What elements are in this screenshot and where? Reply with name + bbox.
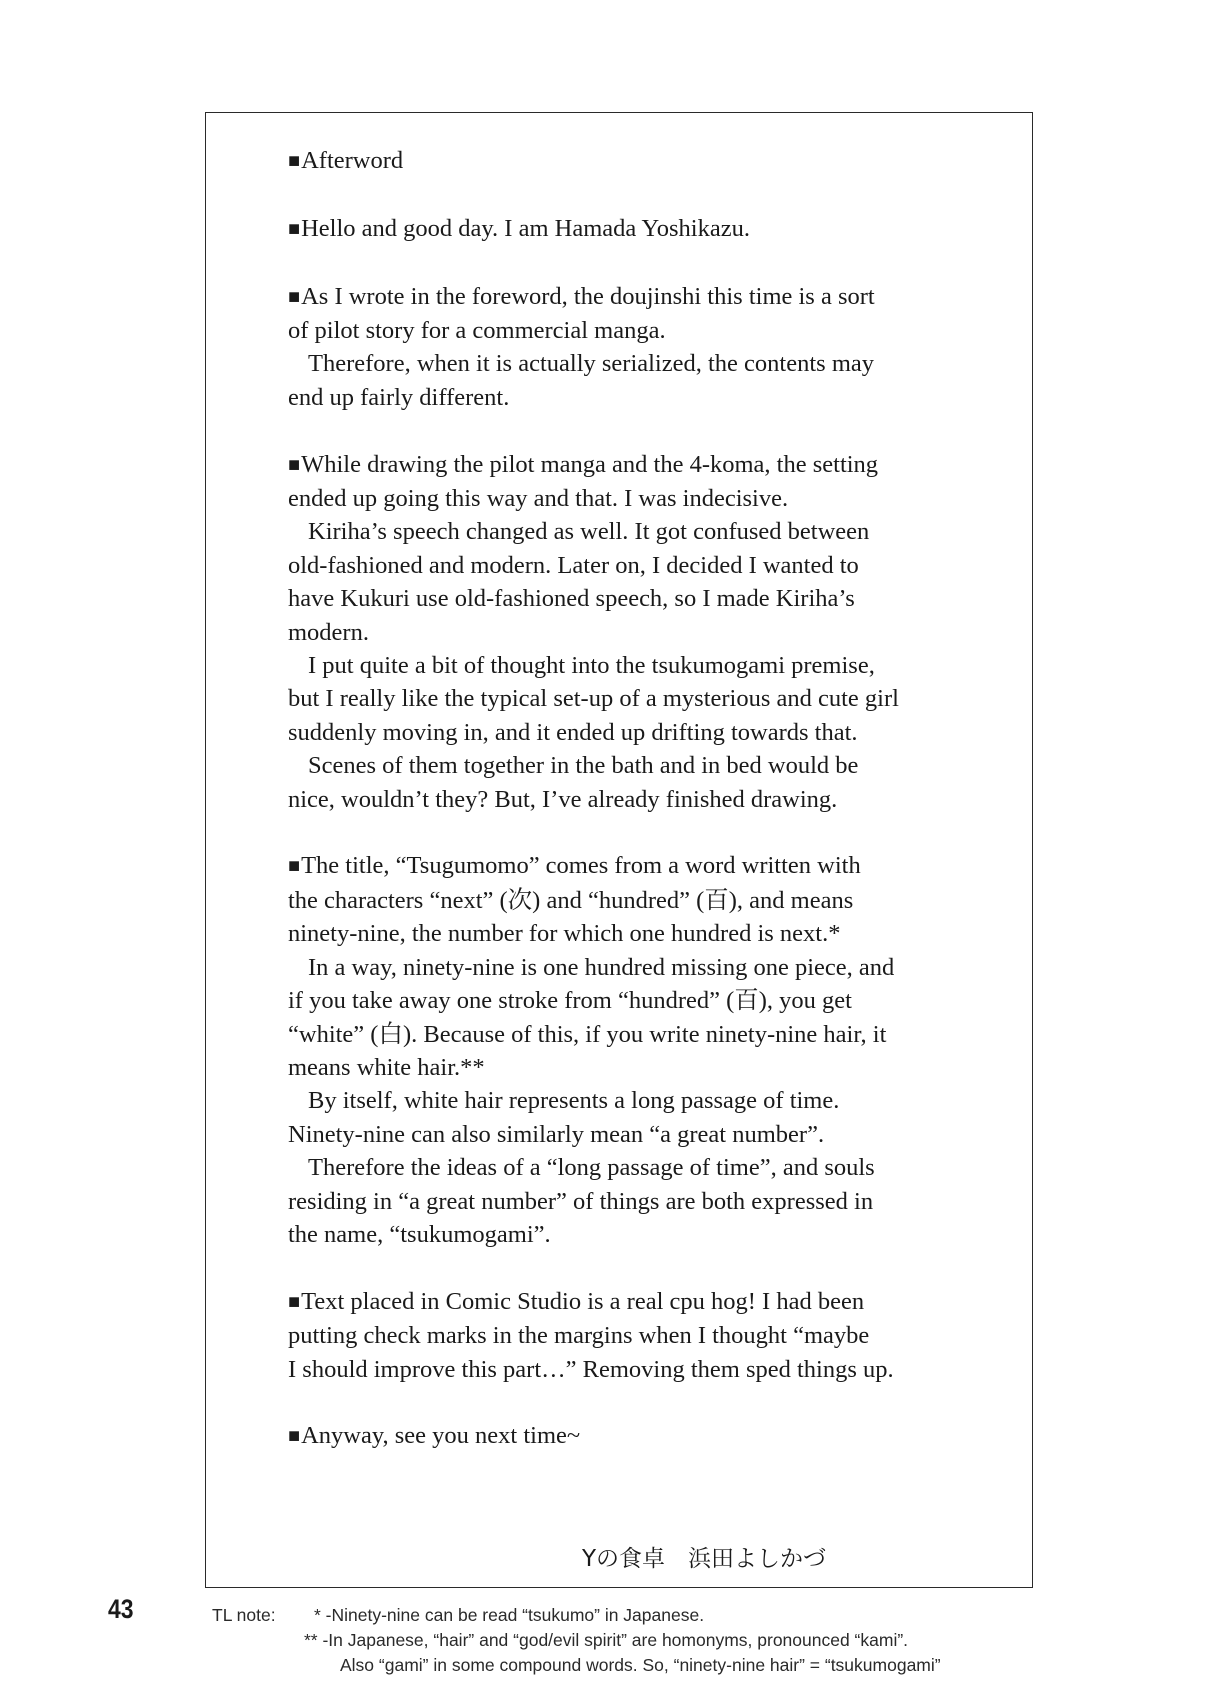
square-bullet-icon: ■ xyxy=(288,1290,301,1313)
page-number: 43 xyxy=(108,1594,134,1624)
line-text: suddenly moving in, and it ended up drifting towards that. xyxy=(288,718,858,746)
line-text: I put quite a bit of thought into the tsukumogami premise, xyxy=(308,652,875,680)
paragraph xyxy=(288,144,988,178)
line-text: residing in “a great number” of things are both expressed in xyxy=(288,1187,874,1215)
tl-note-item: Also “gami” in some compound words. So, “ninety-nine hair” = “tsukumogami” xyxy=(340,1655,941,1675)
text-line xyxy=(288,448,988,482)
text-line xyxy=(288,616,988,649)
square-bullet-icon: ■ xyxy=(288,1425,301,1448)
line-text: if you take away one stroke from “hundred” (百), you get xyxy=(288,987,852,1015)
line-text: As I wrote in the foreword, the doujinshi this time is a sort xyxy=(301,282,875,310)
paragraph xyxy=(288,849,988,1251)
text-line xyxy=(288,917,988,950)
text-line xyxy=(288,144,988,178)
text-line xyxy=(288,1084,988,1117)
afterword-body xyxy=(288,144,988,1487)
line-text: By itself, white hair represents a long passage of time. xyxy=(308,1087,840,1115)
square-bullet-icon: ■ xyxy=(288,285,301,308)
text-line xyxy=(288,682,988,715)
line-text: Text placed in Comic Studio is a real cpu hog! I had been xyxy=(301,1287,865,1315)
line-text: Therefore the ideas of a “long passage of time”, and souls xyxy=(308,1154,875,1182)
text-line xyxy=(288,984,988,1017)
line-text: Therefore, when it is actually serialized, the contents may xyxy=(308,350,875,378)
text-line xyxy=(288,649,988,682)
text-line xyxy=(288,951,988,984)
text-line xyxy=(288,1353,988,1386)
line-text: ended up going this way and that. I was indecisive. xyxy=(288,485,789,513)
line-text: the name, “tsukumogami”. xyxy=(288,1220,551,1248)
line-text: modern. xyxy=(288,618,369,646)
line-text: Kiriha’s speech changed as well. It got confused between xyxy=(308,518,870,546)
text-line xyxy=(288,1319,988,1352)
line-text: means white hair.** xyxy=(288,1053,485,1081)
text-line xyxy=(288,482,988,515)
text-line xyxy=(288,716,988,749)
tl-note-label: TL note: xyxy=(212,1605,276,1625)
paragraph xyxy=(288,280,988,415)
text-line xyxy=(288,1218,988,1251)
line-text: Scenes of them together in the bath and in bed would be xyxy=(308,752,859,780)
text-line xyxy=(288,1118,988,1151)
text-line xyxy=(288,347,988,380)
text-line xyxy=(288,1051,988,1084)
text-line xyxy=(288,1185,988,1218)
line-text: putting check marks in the margins when I thought “maybe xyxy=(288,1322,870,1350)
text-line xyxy=(288,280,988,314)
text-line xyxy=(288,1419,988,1453)
text-line xyxy=(288,749,988,782)
tl-note-list xyxy=(304,1603,941,1678)
line-text: Afterword xyxy=(301,147,404,174)
line-text: ninety-nine, the number for which one hundred is next.* xyxy=(288,920,841,948)
text-line xyxy=(288,1151,988,1184)
line-text: of pilot story for a commercial manga. xyxy=(288,317,666,344)
line-text: have Kukuri use old-fashioned speech, so I made Kiriha’s xyxy=(288,585,855,613)
text-line xyxy=(288,515,988,548)
line-text: In a way, ninety-nine is one hundred missing one piece, and xyxy=(308,953,895,981)
text-line xyxy=(288,549,988,582)
text-line xyxy=(288,783,988,816)
line-text: but I really like the typical set-up of a mysterious and cute girl xyxy=(288,685,899,713)
paragraph xyxy=(288,212,988,246)
square-bullet-icon: ■ xyxy=(288,217,301,240)
line-text: old-fashioned and modern. Later on, I decided I wanted to xyxy=(288,551,859,579)
tl-note-item: * -Ninety-nine can be read “tsukumo” in Japanese. xyxy=(314,1605,705,1625)
line-text: nice, wouldn’t they? But, I’ve already finished drawing. xyxy=(288,785,838,813)
paragraph xyxy=(288,448,988,816)
text-line xyxy=(288,582,988,615)
line-text: end up fairly different. xyxy=(288,383,510,411)
text-line xyxy=(288,1285,988,1319)
paragraph xyxy=(288,1419,988,1453)
line-text: Hello and good day. I am Hamada Yoshikazu. xyxy=(301,214,750,242)
text-line xyxy=(288,849,988,883)
text-line xyxy=(288,381,988,414)
square-bullet-icon: ■ xyxy=(288,150,301,172)
line-text: Anyway, see you next time~ xyxy=(301,1422,581,1450)
square-bullet-icon: ■ xyxy=(288,855,301,878)
line-text: The title, “Tsugumomo” comes from a word written with xyxy=(301,852,861,880)
square-bullet-icon: ■ xyxy=(288,453,301,476)
line-text: “white” (白). Because of this, if you write ninety-nine hair, it xyxy=(288,1020,887,1048)
text-line xyxy=(288,314,988,347)
line-text: the characters “next” (次) and “hundred” (百), and means xyxy=(288,886,854,914)
line-text: Ninety-nine can also similarly mean “a great number”. xyxy=(288,1120,825,1148)
text-line xyxy=(288,884,988,917)
author-signature: Yの食卓 浜田よしかづ xyxy=(582,1546,827,1572)
tl-note-item: ** -In Japanese, “hair” and “god/evil spirit” are homonyms, pronounced “kami”. xyxy=(304,1630,909,1650)
text-line xyxy=(288,1018,988,1051)
text-line xyxy=(288,212,988,246)
line-text: While drawing the pilot manga and the 4-koma, the setting xyxy=(301,450,879,478)
paragraph xyxy=(288,1285,988,1386)
line-text: I should improve this part…” Removing them sped things up. xyxy=(288,1355,894,1383)
